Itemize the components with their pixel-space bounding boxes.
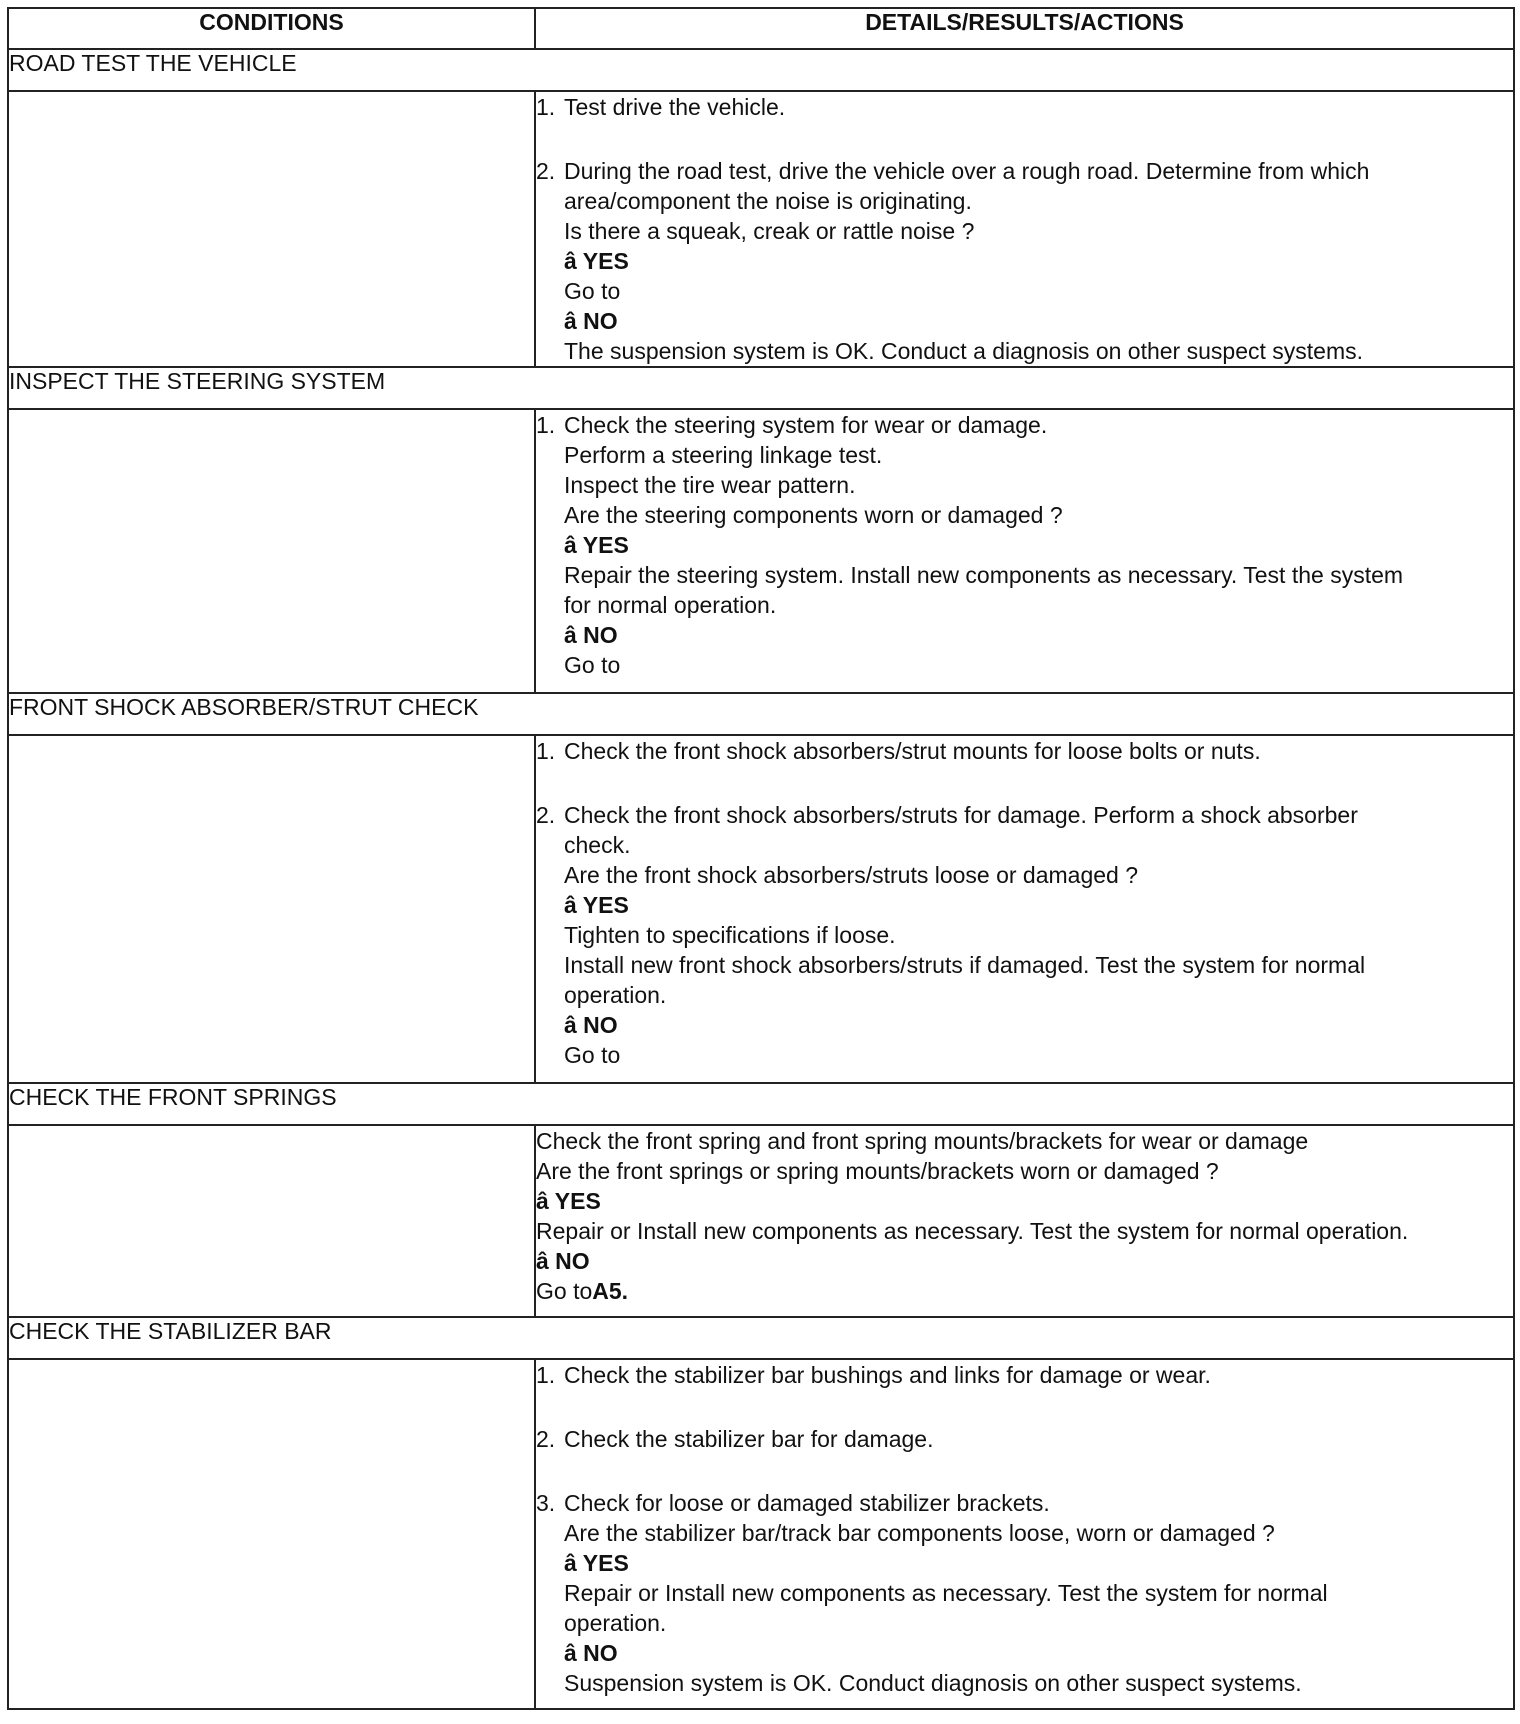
section-title-shock-absorber: FRONT SHOCK ABSORBER/STRUT CHECK: [8, 693, 1514, 735]
details-cell: [535, 91, 1514, 367]
yes-action: operation.: [564, 982, 667, 1008]
section-body-row: [8, 735, 1514, 1083]
step-text: Perform a steering linkage test.: [564, 442, 883, 468]
yes-action: Go to: [564, 278, 621, 304]
step-text: Check the stabilizer bar for damage.: [564, 1426, 934, 1452]
section-body-row: [8, 1125, 1514, 1317]
step-number: 1.: [536, 412, 556, 438]
conditions-cell: [8, 1359, 535, 1709]
step-item: [536, 736, 1513, 766]
step-number: 1.: [536, 738, 556, 764]
conditions-header: CONDITIONS: [8, 8, 535, 49]
section-row: [8, 367, 1514, 409]
details-header: DETAILS/RESULTS/ACTIONS: [535, 8, 1514, 49]
no-label: â NO: [564, 308, 618, 334]
step-number: 2.: [536, 158, 556, 184]
details-cell: [535, 1359, 1514, 1709]
section-row: [8, 693, 1514, 735]
section-body-row: [8, 91, 1514, 367]
yes-label: â YES: [536, 1188, 601, 1214]
question-text: Are the stabilizer bar/track bar components loose, worn or damaged ?: [564, 1520, 1275, 1546]
step-number: 2.: [536, 1426, 556, 1452]
conditions-cell: [8, 735, 535, 1083]
step-item: [536, 800, 1513, 1070]
section-body-row: [8, 409, 1514, 693]
details-cell: [535, 409, 1514, 693]
section-row: [8, 49, 1514, 91]
yes-action: Repair or Install new components as necessary. Test the system for normal: [564, 1580, 1328, 1606]
step-text: Check the front spring and front spring mounts/brackets for wear or damage: [536, 1128, 1309, 1154]
yes-label: â YES: [564, 1550, 629, 1576]
section-row: [8, 1083, 1514, 1125]
yes-action: for normal operation.: [564, 592, 777, 618]
step-text: area/component the noise is originating.: [564, 188, 972, 214]
yes-action: Repair or Install new components as necessary. Test the system for normal operation.: [536, 1218, 1409, 1244]
step-text: Test drive the vehicle.: [564, 94, 786, 120]
question-text: Are the front shock absorbers/struts loose or damaged ?: [564, 862, 1139, 888]
section-title-stabilizer-bar: CHECK THE STABILIZER BAR: [8, 1317, 1514, 1359]
step-text: Check the front shock absorbers/struts for damage. Perform a shock absorber: [564, 802, 1358, 828]
step-number: 1.: [536, 94, 556, 120]
details-cell: [535, 1125, 1514, 1317]
yes-label: â YES: [564, 248, 629, 274]
section-title-front-springs: CHECK THE FRONT SPRINGS: [8, 1083, 1514, 1125]
no-label: â NO: [536, 1248, 590, 1274]
yes-label: â YES: [564, 532, 629, 558]
step-text: Check for loose or damaged stabilizer brackets.: [564, 1490, 1050, 1516]
details-cell: [535, 735, 1514, 1083]
section-body-row: [8, 1359, 1514, 1709]
section-title-road-test: ROAD TEST THE VEHICLE: [8, 49, 1514, 91]
yes-label: â YES: [564, 892, 629, 918]
no-label: â NO: [564, 622, 618, 648]
step-text: Inspect the tire wear pattern.: [564, 472, 856, 498]
conditions-cell: [8, 91, 535, 367]
step-text: check.: [564, 832, 631, 858]
section-row: [8, 1317, 1514, 1359]
step-text: Check the steering system for wear or damage.: [564, 412, 1048, 438]
step-item: [536, 1424, 1513, 1454]
yes-action: operation.: [564, 1610, 667, 1636]
section-title-steering: INSPECT THE STEERING SYSTEM: [8, 367, 1514, 409]
no-action-prefix: Go to: [536, 1278, 593, 1304]
yes-action: Install new front shock absorbers/struts if damaged. Test the system for normal: [564, 952, 1366, 978]
conditions-cell: [8, 409, 535, 693]
no-action: [536, 1276, 1513, 1306]
yes-action: Repair the steering system. Install new components as necessary. Test the system: [564, 562, 1404, 588]
question-text: Are the front springs or spring mounts/brackets worn or damaged ?: [536, 1158, 1219, 1184]
no-label: â NO: [564, 1640, 618, 1666]
step-text: Check the front shock absorbers/strut mounts for loose bolts or nuts.: [564, 738, 1261, 764]
diagnostic-table: [7, 7, 1515, 1710]
step-number: 1.: [536, 1362, 556, 1388]
step-reference-link[interactable]: A5.: [592, 1278, 629, 1304]
step-text: Check the stabilizer bar bushings and links for damage or wear.: [564, 1362, 1211, 1388]
no-label: â NO: [564, 1012, 618, 1038]
no-action: Go to: [564, 1042, 621, 1068]
question-text: Is there a squeak, creak or rattle noise ?: [564, 218, 975, 244]
step-item: [536, 92, 1513, 122]
step-item: [536, 410, 1513, 680]
step-item: [536, 1488, 1513, 1698]
step-text: During the road test, drive the vehicle over a rough road. Determine from which: [564, 158, 1370, 184]
header-row: [8, 8, 1514, 49]
conditions-cell: [8, 1125, 535, 1317]
question-text: Are the steering components worn or damaged ?: [564, 502, 1063, 528]
no-action: The suspension system is OK. Conduct a diagnosis on other suspect systems.: [564, 338, 1363, 364]
step-item: [536, 156, 1513, 366]
yes-action: Tighten to specifications if loose.: [564, 922, 896, 948]
no-action: Go to: [564, 652, 621, 678]
step-number: 3.: [536, 1490, 556, 1516]
step-number: 2.: [536, 802, 556, 828]
no-action: Suspension system is OK. Conduct diagnosis on other suspect systems.: [564, 1670, 1302, 1696]
step-item: [536, 1360, 1513, 1390]
